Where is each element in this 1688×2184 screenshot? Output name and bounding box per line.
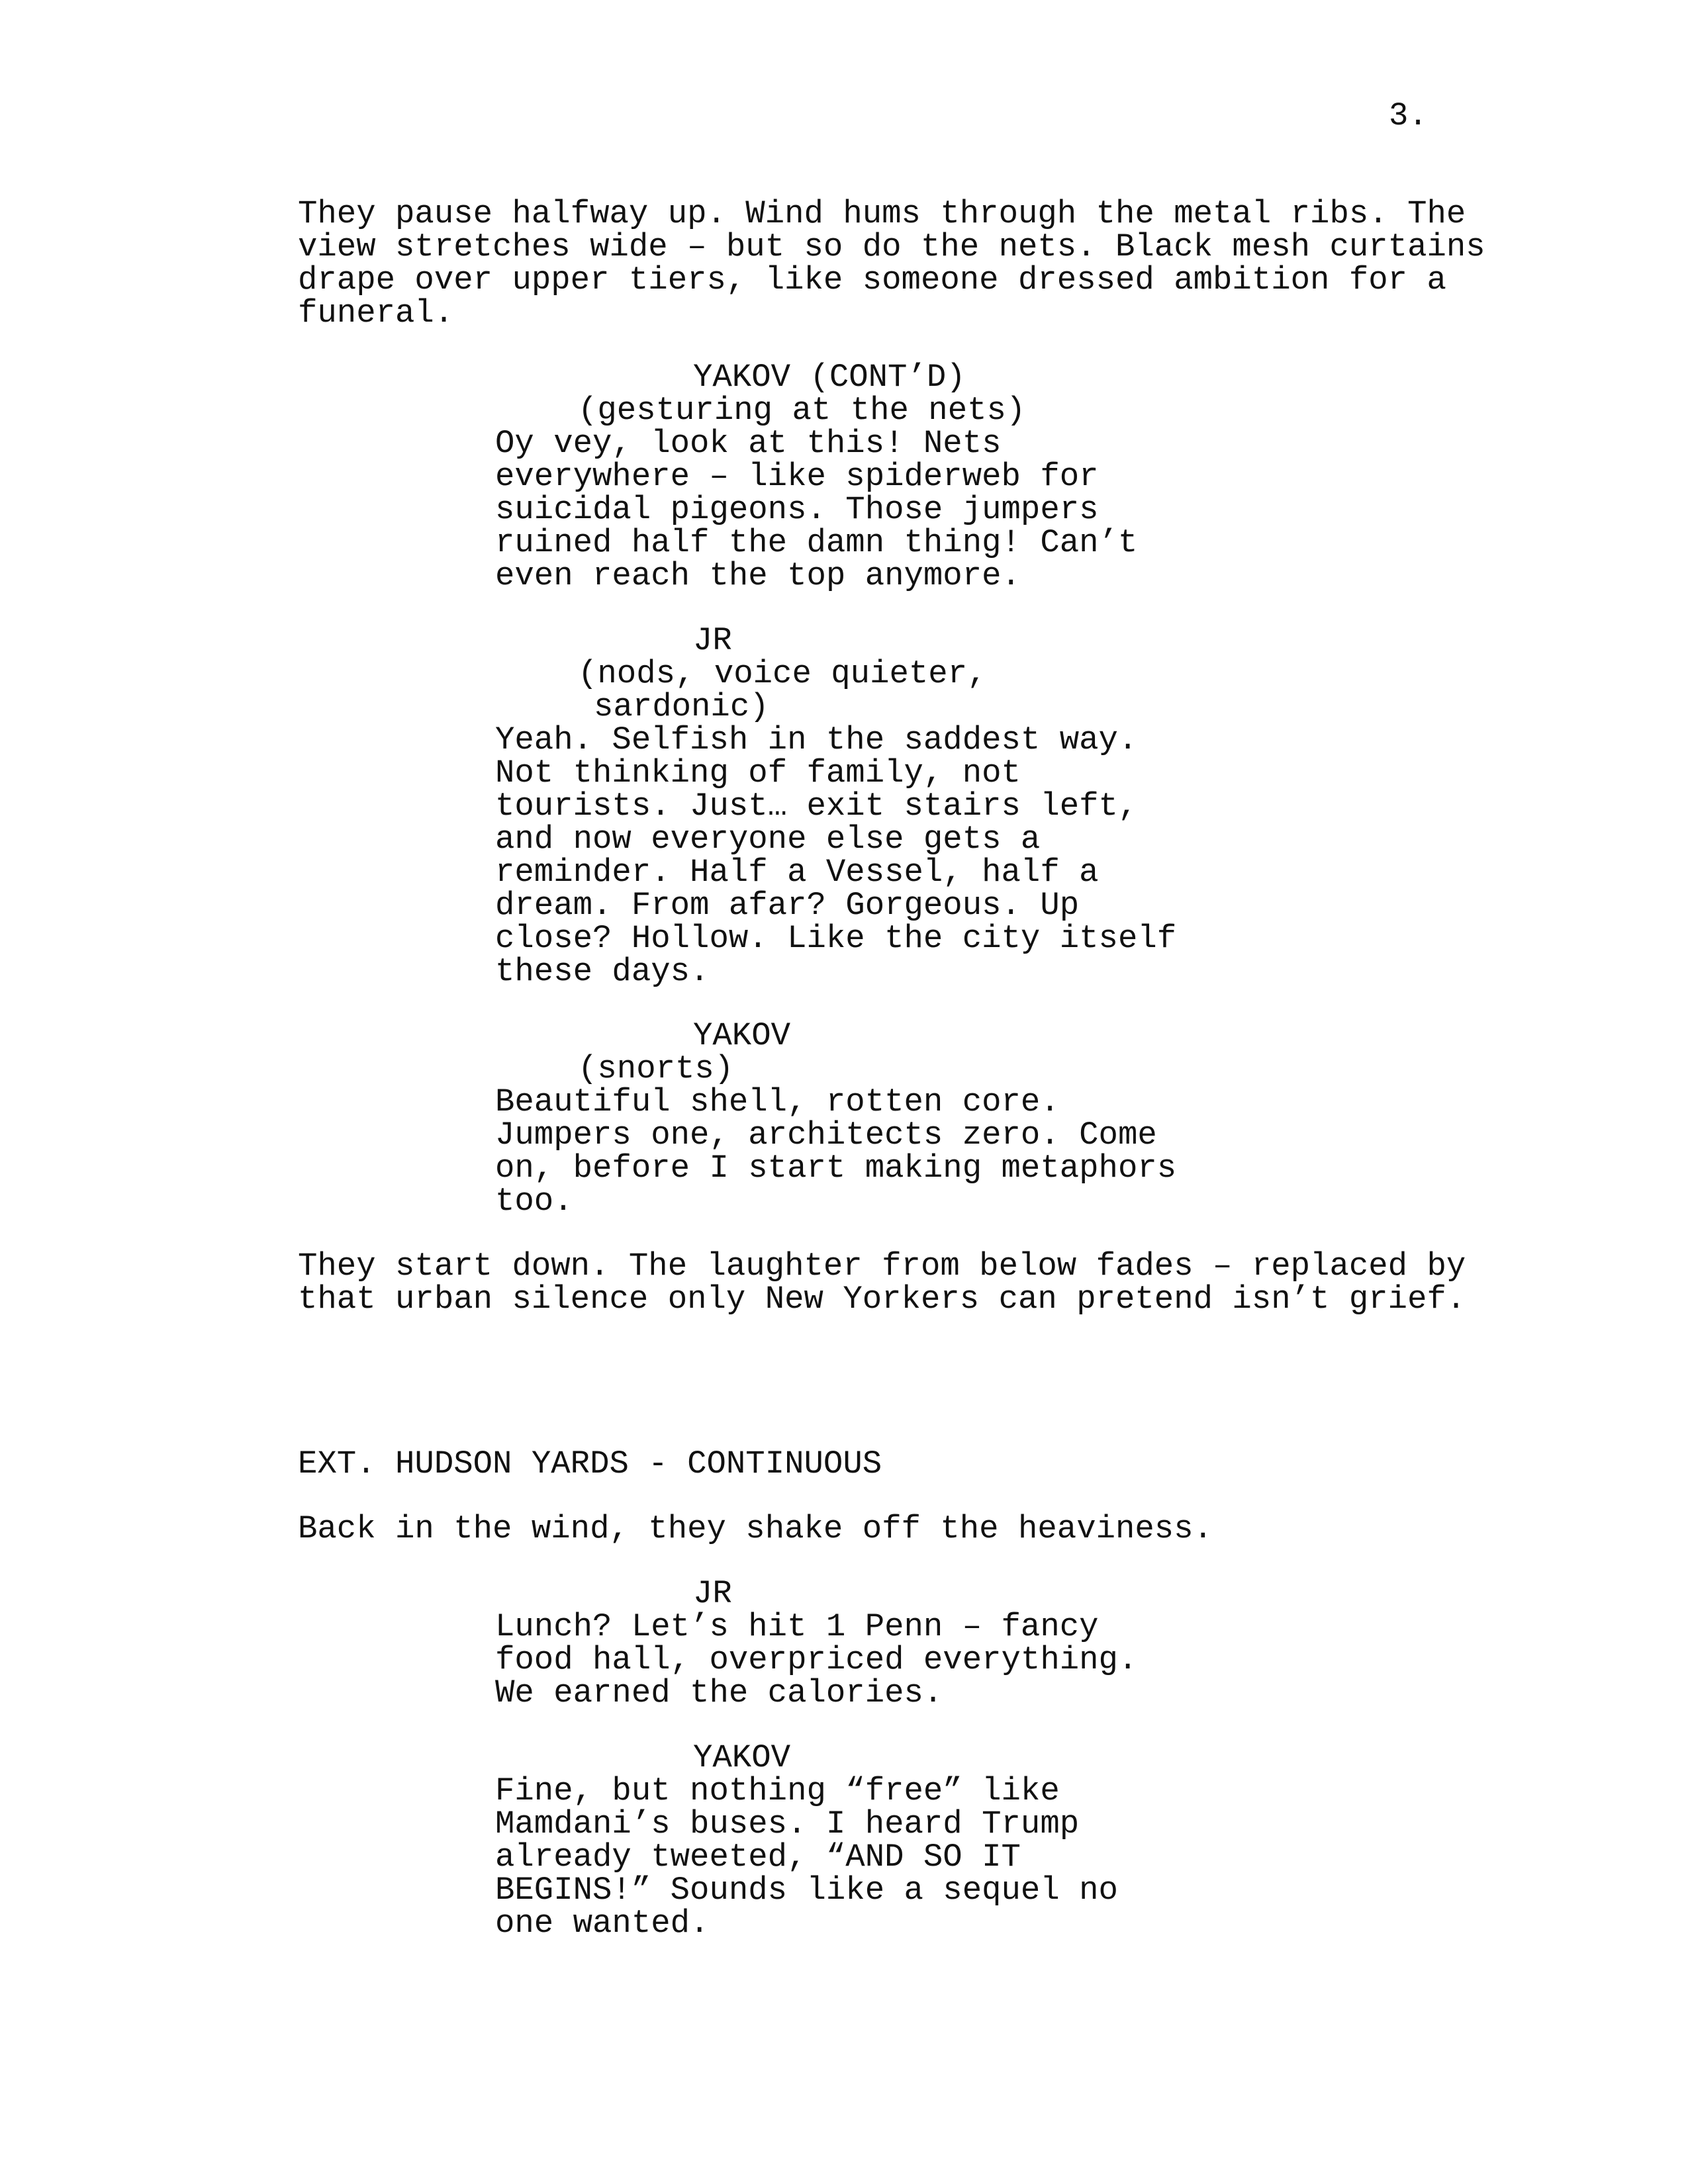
dialogue-line: food hall, overpriced everything. — [495, 1641, 1138, 1678]
dialogue-line: Oy vey, look at this! Nets — [495, 425, 1002, 462]
dialogue-line: these days. — [495, 953, 710, 990]
dialogue-line: reminder. Half a Vessel, half a — [495, 854, 1099, 891]
dialogue-line: Mamdani’s buses. I heard Trump — [495, 1805, 1080, 1843]
character-name: JR — [693, 1575, 732, 1612]
dialogue-line: Yeah. Selfish in the saddest way. — [495, 721, 1138, 758]
dialogue-line: ruined half the damn thing! Can’t — [495, 524, 1138, 561]
action-line: that urban silence only New Yorkers can pretend isn’t grief. — [298, 1281, 1466, 1318]
parenthetical: (gesturing at the nets) — [578, 392, 1026, 429]
parenthetical: sardonic) — [594, 688, 769, 725]
dialogue-line: BEGINS!” Sounds like a sequel no — [495, 1872, 1118, 1909]
dialogue-line: one wanted. — [495, 1905, 710, 1942]
dialogue-line: too. — [495, 1183, 573, 1220]
character-name: YAKOV (CONT’D) — [693, 359, 966, 396]
action-line: drape over upper tiers, like someone dressed ambition for a — [298, 261, 1446, 298]
character-name: YAKOV — [693, 1017, 791, 1054]
scene-heading: EXT. HUDSON YARDS - CONTINUOUS — [298, 1445, 882, 1482]
dialogue-line: suicidal pigeons. Those jumpers — [495, 491, 1099, 528]
action-line: funeral. — [298, 295, 454, 332]
action-line: They pause halfway up. Wind hums through the metal ribs. The — [298, 195, 1466, 232]
page-number: 3. — [1389, 97, 1428, 134]
dialogue-line: Not thinking of family, not — [495, 754, 1021, 792]
dialogue-line: and now everyone else gets a — [495, 821, 1041, 858]
action-line: Back in the wind, they shake off the heaviness. — [298, 1510, 1213, 1547]
dialogue-line: tourists. Just… exit stairs left, — [495, 788, 1138, 825]
dialogue-line: close? Hollow. Like the city itself — [495, 920, 1177, 957]
dialogue-line: Fine, but nothing “free” like — [495, 1772, 1060, 1809]
action-line: view stretches wide – but so do the nets. Black mesh curtains — [298, 228, 1485, 265]
character-name: YAKOV — [693, 1739, 791, 1776]
dialogue-line: Lunch? Let’s hit 1 Penn – fancy — [495, 1608, 1099, 1645]
dialogue-line: We earned the calories. — [495, 1674, 943, 1711]
parenthetical: (snorts) — [578, 1050, 734, 1087]
parenthetical: (nods, voice quieter, — [578, 655, 987, 692]
character-name: JR — [693, 622, 732, 659]
dialogue-line: already tweeted, “AND SO IT — [495, 1839, 1021, 1876]
action-line: They start down. The laughter from below fades – replaced by — [298, 1248, 1466, 1285]
dialogue-line: dream. From afar? Gorgeous. Up — [495, 887, 1080, 924]
dialogue-line: everywhere – like spiderweb for — [495, 458, 1099, 495]
dialogue-line: on, before I start making metaphors — [495, 1150, 1177, 1187]
dialogue-line: even reach the top anymore. — [495, 557, 1021, 594]
dialogue-line: Beautiful shell, rotten core. — [495, 1083, 1060, 1120]
dialogue-line: Jumpers one, architects zero. Come — [495, 1116, 1157, 1154]
